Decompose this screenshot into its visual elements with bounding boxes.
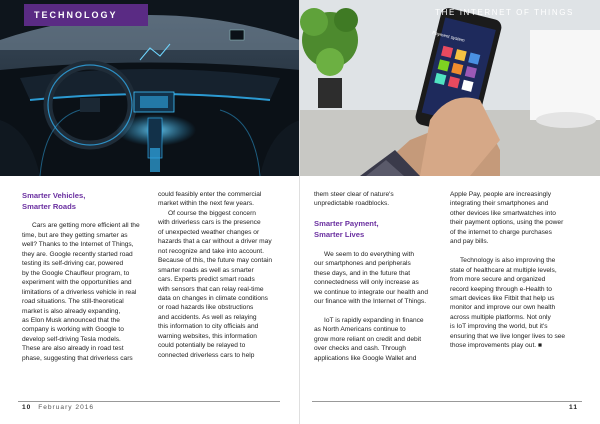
section-tag: TECHNOLOGY [24, 4, 148, 26]
left-column-1 [22, 190, 144, 363]
text-line: and accidents. As well as relaying [158, 313, 257, 321]
text-line: as North Americans continue to [314, 326, 406, 334]
footer-rule [312, 401, 582, 402]
text-line: not recognize and take into account. [158, 247, 264, 255]
text-line: them steer clear of nature's [314, 191, 394, 198]
text-line: IoT is rapidly expanding in finance [324, 316, 424, 324]
article-heading: Smarter Vehicles, [22, 191, 86, 200]
text-line: phase, suggesting that driverless cars [22, 354, 133, 362]
right-column-2 [450, 190, 580, 351]
text-line: these days, and in the future that [314, 269, 411, 277]
text-line: integrating their smartphones and [450, 200, 549, 208]
page-folio [569, 404, 578, 411]
text-line: they are. Google recently started road [22, 250, 133, 258]
issue-date: February 2016 [38, 404, 95, 411]
text-line: time, but are they getting smarter as [22, 231, 128, 239]
text-line: Because of this, the future may contain [158, 257, 272, 265]
text-line: hazards that a car without a driver may [158, 238, 272, 246]
text-line: connected driverless cars to help [158, 351, 255, 359]
text-line: over checks and cash. Through [314, 345, 406, 353]
text-line: could feasibly enter the commercial [158, 191, 262, 198]
text-line: our smartphones and peripherals [314, 260, 411, 268]
text-line: across multiple platforms. Not only [450, 313, 551, 321]
text-line: market is also already expanding, [22, 307, 121, 315]
text-line: market within the next few years. [158, 200, 255, 208]
text-line: their payment options, using the power [450, 219, 564, 227]
text-line: grow more reliant on credit and debit [314, 335, 422, 343]
text-line: smart devices like Fitbit that help us [450, 294, 555, 302]
text-line: record keeping through e-Health to [450, 285, 552, 293]
text-line: well? Thanks to the Internet of Things, [22, 241, 134, 249]
text-line: warning websites, this information [158, 332, 257, 340]
text-line: limitations of a driverless vehicle in real [22, 288, 137, 296]
text-line: These are also already in road test [22, 345, 124, 353]
text-line: could potentially be relayed to [158, 342, 246, 350]
text-line: Apple Pay, people are increasingly [450, 191, 552, 198]
text-line: or road hazards like obstructions [158, 304, 254, 312]
right-page [300, 0, 600, 424]
text-line: data on changes in climate conditions [158, 294, 268, 302]
text-line: develop self-driving Tesla models. [22, 335, 121, 343]
text-line: of the internet to charge purchases [450, 228, 552, 236]
text-line: as Elon Musk announced that the [22, 316, 120, 324]
text-line: with driverless cars is the presence [158, 219, 261, 227]
car-interior-photo [0, 0, 300, 176]
text-line: cars. Experts predict smart roads [158, 276, 255, 284]
text-line: is IoT improving the world, but it's [450, 323, 548, 331]
text-line: road situations. The still-theoretical [22, 298, 124, 306]
text-line: We seem to do everything with [324, 250, 415, 258]
footer-rule [18, 401, 280, 402]
page-number: 11 [569, 404, 578, 411]
page-number: 10 [22, 404, 32, 411]
text-line: state of healthcare at multiple levels, [450, 266, 557, 274]
right-column-1 [314, 190, 436, 363]
article-heading: Smarter Payment, [314, 219, 379, 229]
left-column-2 [158, 190, 280, 360]
phone-screen-title: Payment system [431, 30, 466, 43]
text-line: and pay bills. [450, 238, 489, 246]
section-tag: THE INTERNET OF THINGS [435, 8, 574, 17]
text-line: those improvements play out. ■ [450, 342, 542, 350]
text-line: testing its self-driving car, powered [22, 260, 124, 268]
text-line: unpredictable roadblocks. [314, 200, 390, 208]
text-line: by the Google Chauffeur program, to [22, 269, 130, 277]
text-line: Technology is also improving the [460, 257, 556, 265]
text-line: with sensors that can relay real-time [158, 285, 264, 293]
text-line: Cars are getting more efficient all the [32, 222, 140, 230]
text-line: ensuring that we live longer lives to see [450, 332, 566, 340]
text-line: connectedness will only increase as [314, 279, 419, 287]
page-folio [22, 404, 94, 411]
text-line: of unexpected weather changes or [158, 228, 260, 236]
text-line: our finance with the Internet of Things. [314, 298, 427, 306]
text-line: this information to city officials and [158, 323, 259, 331]
text-line: smarter roads as well as smarter [158, 266, 254, 274]
article-heading: Smarter Roads [22, 202, 77, 211]
article-heading: Smarter Lives [314, 230, 365, 240]
text-line: we continue to integrate our health and [314, 288, 429, 296]
text-line: company is working with Google to [22, 326, 124, 334]
text-line: Of course the biggest concern [168, 209, 256, 217]
text-line: experiment with the opportunities and [22, 279, 132, 287]
text-line: monitor and improve our own health [450, 304, 556, 312]
text-line: other devices like smartwatches into [450, 209, 556, 217]
phone-payment-photo [300, 0, 600, 176]
text-line: from more secure and organized [450, 276, 546, 284]
text-line: applications like Google Wallet and [314, 354, 417, 362]
